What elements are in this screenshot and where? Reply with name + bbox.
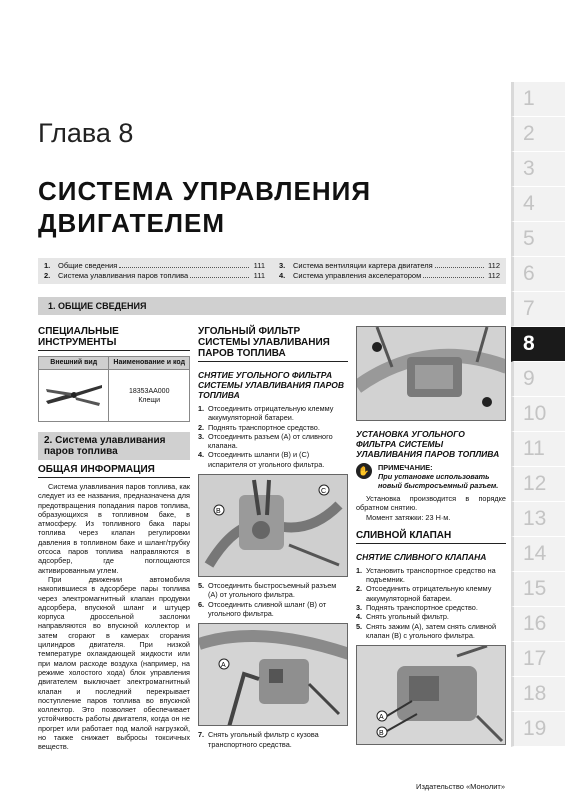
toc-dots <box>435 261 484 268</box>
chapter-tab-1[interactable]: 1 <box>511 82 565 117</box>
chapter-tab-13[interactable]: 13 <box>511 502 565 537</box>
step-text: Отсоединить быстросъемный разъем (А) от угольного фильтра. <box>208 581 337 600</box>
general-info-paragraph-1: Система улавливания паров топлива, как следует из ее названия, предназначена для предотвращения попадания паров топлива, образующихся в топливном баке, в атмосферу. Из топливного бака пары топлива через клапан регулировки давления в топливном баке и шланг/трубку отсоса паров топлива направляются в адсорбер, где поглощаются активированным углем. <box>38 482 190 575</box>
toc-page: 111 <box>253 271 265 280</box>
drain-valve-heading: СЛИВНОЙ КЛАПАН <box>356 530 506 544</box>
step-number: 3. <box>356 603 363 613</box>
chapter-tabs <box>511 82 565 747</box>
figure-drain-valve <box>356 645 506 745</box>
tool-name: Клещи <box>138 396 161 404</box>
publisher-footer: Издательство «Монолит» <box>416 782 505 791</box>
chapter-tab-4[interactable]: 4 <box>511 187 565 222</box>
chapter-tab-16[interactable]: 16 <box>511 607 565 642</box>
section-2-header <box>38 432 190 460</box>
torque-text: Момент затяжки: 23 Н·м. <box>366 512 451 522</box>
chapter-tab-6[interactable]: 6 <box>511 257 565 292</box>
chapter-tab-17[interactable]: 17 <box>511 642 565 677</box>
step-item <box>198 581 348 600</box>
carbon-filter-heading: УГОЛЬНЫЙ ФИЛЬТР СИСТЕМЫ УЛАВЛИВАНИЯ ПАРОВ ТОПЛИВА <box>198 326 348 362</box>
chapter-tab-19[interactable]: 19 <box>511 712 565 747</box>
removal-subheading: СНЯТИЕ УГОЛЬНОГО ФИЛЬТРА СИСТЕМЫ УЛАВЛИВАНИЯ ПАРОВ ТОПЛИВА <box>198 370 345 400</box>
title-line-1: СИСТЕМА УПРАВЛЕНИЯ <box>38 176 372 206</box>
toc-entry[interactable] <box>279 271 500 281</box>
toc-dots <box>190 271 249 278</box>
drain-fig-label-a: A <box>379 714 384 722</box>
toc-page: 111 <box>253 261 265 270</box>
step-number: 1. <box>356 565 363 575</box>
step-text: Установить транспортное средство на подъемник. <box>366 565 496 585</box>
chapter-tab-8[interactable]: 8 <box>511 327 565 362</box>
chapter-tab-2[interactable]: 2 <box>511 117 565 152</box>
install-heading: УСТАНОВКА УГОЛЬНОГО ФИЛЬТРА СИСТЕМЫ УЛАВЛИВАНИЯ ПАРОВ ТОПЛИВА <box>356 429 500 459</box>
step-text: Снять зажим (А), затем снять сливной клапан (В) с угольного фильтра. <box>366 621 497 640</box>
step-text: Отсоединить шланги (В) и (С) испарителя от угольного фильтра. <box>208 450 325 469</box>
step-number: 3. <box>198 431 205 441</box>
step-number: 5. <box>198 581 205 591</box>
chapter-tab-11[interactable]: 11 <box>511 432 565 467</box>
step-number: 2. <box>198 422 205 432</box>
step-number: 6. <box>198 599 205 609</box>
toc-text: Общие сведения <box>58 261 118 270</box>
fig-label-b: B <box>216 508 221 516</box>
note-box <box>356 463 506 490</box>
column-right <box>356 326 506 745</box>
step-number: 7. <box>198 730 205 740</box>
step-item <box>356 603 506 612</box>
step-text: Снять угольный фильтр. <box>366 612 449 622</box>
general-info-heading: ОБЩАЯ ИНФОРМАЦИЯ <box>38 464 190 478</box>
toc-num: 2. <box>44 271 51 280</box>
step-text: Отсоединить отрицательную клемму аккумуляторной батареи. <box>366 584 492 603</box>
chapter-tab-5[interactable]: 5 <box>511 222 565 257</box>
fig-label-c: C <box>321 488 327 496</box>
chapter-tab-3[interactable]: 3 <box>511 152 565 187</box>
figure-carbon-filter <box>356 326 506 421</box>
title-line-2: ДВИГАТЕЛЕМ <box>38 208 226 238</box>
step-item <box>356 566 506 585</box>
toc-page: 112 <box>488 271 500 280</box>
toc-entry[interactable] <box>44 271 265 281</box>
special-tools-table <box>38 356 190 422</box>
figure-filter-hoses <box>198 474 348 577</box>
toc-num: 4. <box>279 271 286 280</box>
toc-entry[interactable] <box>279 261 500 271</box>
chapter-tab-7[interactable]: 7 <box>511 292 565 327</box>
toc-entry[interactable] <box>44 261 265 271</box>
toc-text: Система управления акселератором <box>293 271 422 280</box>
chapter-tab-10[interactable]: 10 <box>511 397 565 432</box>
section-2-title: 2. Система улавливания паров топлива <box>44 435 166 457</box>
toc-dots <box>423 271 484 278</box>
note-text: При установке использовать новый быстросъемный разъем. <box>378 472 499 490</box>
table-header-appearance: Внешний вид <box>39 357 109 370</box>
step-item <box>356 612 506 621</box>
step-item <box>198 730 348 749</box>
figure-quick-connector <box>198 623 348 726</box>
drain-fig-label-b: B <box>379 730 384 738</box>
step-text: Поднять транспортное средство. <box>366 603 478 613</box>
fig-label-a: A <box>221 662 226 670</box>
column-left <box>38 326 190 752</box>
step-item <box>198 450 348 469</box>
step-item <box>198 404 348 423</box>
special-tools-heading: СПЕЦИАЛЬНЫЕ ИНСТРУМЕНТЫ <box>38 326 190 351</box>
table-header-name: Наименование и код <box>109 357 190 370</box>
toc-page: 112 <box>488 261 500 270</box>
column-middle <box>198 326 348 749</box>
step-number: 4. <box>198 450 205 460</box>
tool-code-cell <box>109 370 190 422</box>
step-text: Отсоединить сливной шланг (В) от угольного фильтра. <box>208 599 327 618</box>
table-of-contents <box>38 258 506 284</box>
pliers-image <box>39 370 109 422</box>
chapter-tab-18[interactable]: 18 <box>511 677 565 712</box>
step-text: Отсоединить разъем (А) от сливного клапана. <box>208 431 333 451</box>
step-text: Отсоединить отрицательную клемму аккумуляторной батареи. <box>208 404 334 423</box>
chapter-tab-14[interactable]: 14 <box>511 537 565 572</box>
step-text: Снять угольный фильтр с кузова транспортного средства. <box>208 730 319 749</box>
toc-num: 3. <box>279 261 286 270</box>
step-item <box>198 432 348 451</box>
chapter-tab-9[interactable]: 9 <box>511 362 565 397</box>
step-number: 4. <box>356 612 363 622</box>
pliers-icon <box>44 379 104 409</box>
step-item <box>356 584 506 603</box>
toc-dots <box>119 261 249 268</box>
step-number: 5. <box>356 621 363 631</box>
toc-text: Система улавливания паров топлива <box>58 271 189 280</box>
page-title <box>38 175 458 239</box>
chapter-label: Глава 8 <box>38 118 134 148</box>
note-icon: ✋ <box>356 463 372 479</box>
chapter-tab-12[interactable]: 12 <box>511 467 565 502</box>
note-title: ПРИМЕЧАНИЕ: <box>378 463 433 472</box>
step-text: Поднять транспортное средство. <box>208 422 320 432</box>
general-info-paragraph-2: При движении автомобиля накопившиеся в адсорбере пары топлива через электромагнитный клапан продувки адсорбера, впускной шланг и штуцер корпуса дроссельной заслонки направляются во впускной коллектор и затем сгорают в камерах сгорания цилиндров двигателя. При низкой температуре охлаждающей жидкости или при малом расходе воздуха (например, на режиме холостого хода) блок управления двигателем выключает электромагнитный клапан и последний перекрывает поступление паров топлива во впускной коллектор. Это позволяет обеспечивает устойчивость работы двигателя, когда он не прогрет или работает под малой нагрузкой, но также снижает выбросы токсичных веществ. <box>38 574 190 752</box>
step-item <box>356 622 506 641</box>
step-item <box>198 600 348 619</box>
step-item <box>198 423 348 432</box>
toc-num: 1. <box>44 261 51 270</box>
step-number: 2. <box>356 584 363 594</box>
tool-code: 18353AA000 <box>128 387 170 395</box>
toc-text: Система вентиляции картера двигателя <box>293 261 433 270</box>
drain-valve-subheading: СНЯТИЕ СЛИВНОГО КЛАПАНА <box>356 551 487 562</box>
chapter-tab-15[interactable]: 15 <box>511 572 565 607</box>
section-1-header: 1. ОБЩИЕ СВЕДЕНИЯ <box>38 297 506 315</box>
install-text: Установка производится в порядке обратном снятию. <box>356 494 506 513</box>
step-number: 1. <box>198 404 205 413</box>
